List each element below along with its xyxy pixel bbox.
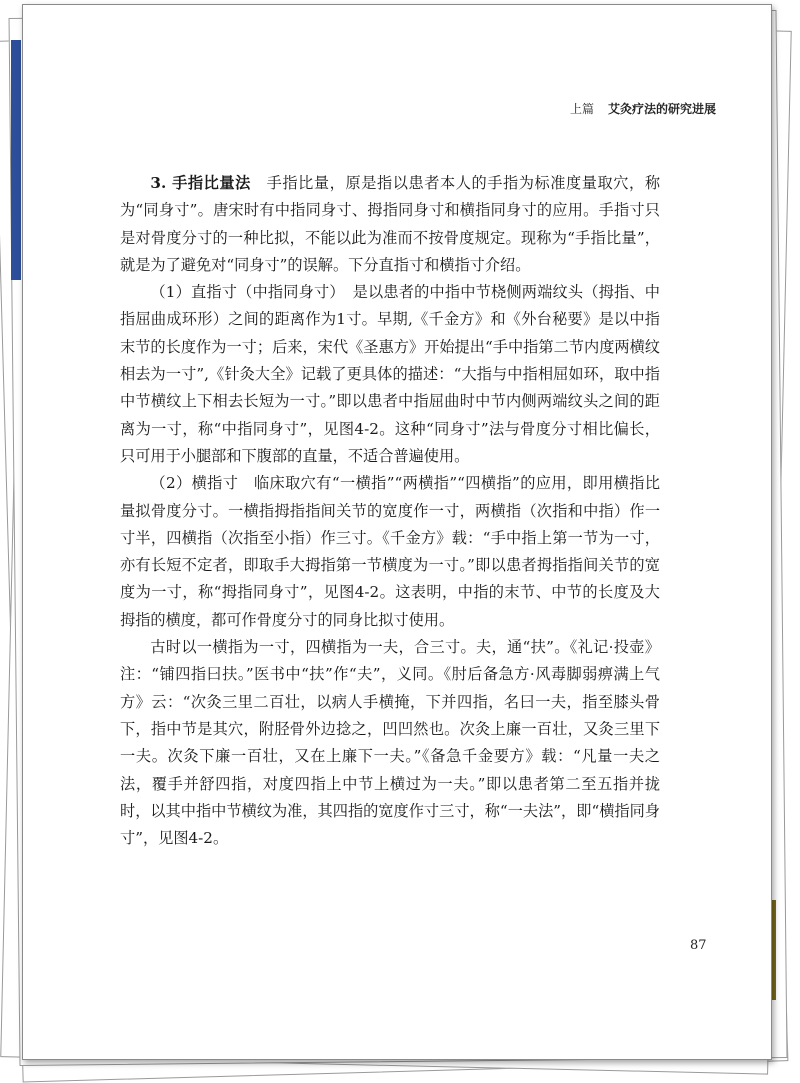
cover-edge [11, 40, 21, 280]
header-part: 上篇 [569, 102, 594, 116]
paragraph-text: 手指比量，原是指以患者本人的手指为标准度量取穴，称为“同身寸”。唐宋时有中指同身寸、拇指同身寸和横指同身寸的应用。手指寸只是对骨度分寸的一种比拟，不能以此为准而不按骨度规定。现称为“手指比量”，就是为了避免对“同身寸”的误解。下分直指寸和横指寸介绍。 [120, 174, 661, 274]
subsection-heading: （2）横指寸 [150, 474, 239, 493]
paragraph-text: 是以患者的中指中节桡侧两端纹头（拇指、中指屈曲成环形）之间的距离作为1寸。早期,《千金方》和《外台秘要》是以中指末节的长度作为一寸；后来，宋代《圣惠方》开始提出“手中指第二节内度两横纹相去为一寸”,《针灸大全》记载了更具体的描述：“大指与中指相屈如环，取中指中节横纹上下相去长短为一寸。”即以患者中指屈曲时中节内侧两端纹头之间的距离为一寸，称“中指同身寸”，见图4-2。这种“同身寸”法与骨度分寸相比偏长，只可用于小腿部和下腹部的直量，不适合普遍使用。 [120, 283, 660, 465]
running-header [570, 100, 716, 117]
paragraph [120, 470, 660, 634]
paragraph [120, 634, 660, 852]
header-chapter-title: 艾灸疗法的研究进展 [607, 102, 716, 116]
paragraph-text: 临床取穴有“一横指”“两横指”“四横指”的应用，即用横指比量拟骨度分寸。一横指拇指指间关节的宽度作一寸，两横指（次指和中指）作一寸半，四横指（次指至小指）作三寸。《千金方》载：“手中指上第一节为一寸，亦有长短不定者，即取手大拇指第一节横度为一寸。”即以患者拇指指间关节的宽度为一寸，称“拇指同身寸”，见图4-2。这表明，中指的末节、中节的长度及大拇指的横度，都可作骨度分寸的同身比拟寸使用。 [120, 474, 661, 629]
page-number: 87 [690, 938, 707, 953]
subsection-heading: （1）直指寸（中指同身寸） [150, 283, 338, 302]
section-heading: 3. 手指比量法 [150, 174, 251, 192]
paragraph [120, 170, 660, 279]
page-body [120, 170, 660, 852]
paragraph-text: 古时以一横指为一寸，四横指为一夫，合三寸。夫，通“扶”。《礼记·投壶》注：“铺四指曰扶。”医书中“扶”作“夫”，义同。《肘后备急方·风毒脚弱痹满上气方》云：“次灸三里二百壮，以病人手横掩，下并四指，名曰一夫，指至膝头骨下，指中节是其穴，附胫骨外边捻之，凹凹然也。次灸上廉一百壮，又灸三里下一夫。次灸下廉一百壮，又在上廉下一夫。”《备急千金要方》载：“凡量一夫之法，覆手并舒四指，对度四指上中节上横过为一夫。”即以患者第二至五指并拢时，以其中指中节横纹为准，其四指的宽度作寸三寸，称“一夫法”，即“横指同身寸”，见图4-2。 [120, 638, 660, 848]
paragraph [120, 279, 660, 470]
